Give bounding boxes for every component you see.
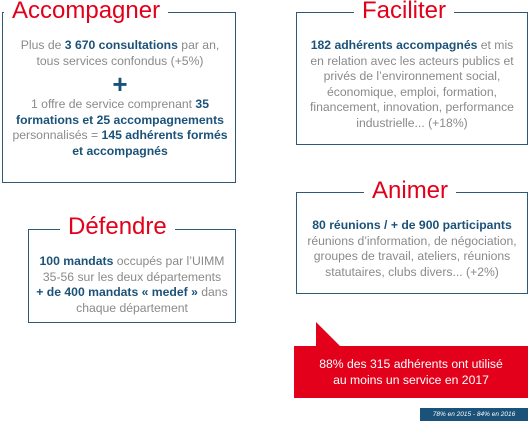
animer-title: Animer [364,177,456,205]
callout-text: 88% des 315 adhérents ont utilisé au moins un service en 2017 [319,357,503,387]
accompagner-body [12,38,228,160]
medef-mandates-highlight: + de 400 mandats « medef » [36,285,198,300]
accompagner-title: Accompagner [4,0,168,25]
animer-text: réunions d’information, de négociation, groupes de travail, ateliers, réunions statutaires, clubs divers... (+2%) [307,233,517,279]
members-highlight: 145 adhérents formés et accompagnés [72,128,228,158]
faciliter-highlight: 182 adhérents accompagnés [310,38,478,52]
offer-highlight: 35 formations et 25 accompagnements [16,97,224,127]
defendre-title: Défendre [60,213,175,241]
accompagner-offer-text: 1 offre de service comprenant 35 formations et 25 accompagnements personnalisés = 145 adhérents formés et accompagnés [12,97,228,158]
callout-box [294,346,528,398]
animer-highlight: 80 réunions / + de 900 participants [312,218,512,232]
callout-tail [316,322,340,346]
defendre-body: 100 mandats occupés par l’UIMM 35-56 sur les deux départements + de 400 mandats « medef » dans chaque département [36,254,228,315]
mandates-highlight: 100 mandats [39,254,114,268]
consultations-highlight: 3 670 consultations [64,38,178,52]
faciliter-title: Faciliter [354,0,454,25]
footnote-badge: 78% en 2015 - 84% en 2016 [420,408,528,421]
accompagner-consultations-text: Plus de 3 670 consultations par an, tous services confondus (+5%) [20,38,220,68]
plus-sign: + [112,69,128,100]
animer-body [304,218,520,280]
faciliter-body: 182 adhérents accompagnés et mis en relation avec les acteurs publics et privés de l’environnement social, économique, emploi, formation, financement, innovation, performance industrielle... (+18%) [310,38,514,130]
